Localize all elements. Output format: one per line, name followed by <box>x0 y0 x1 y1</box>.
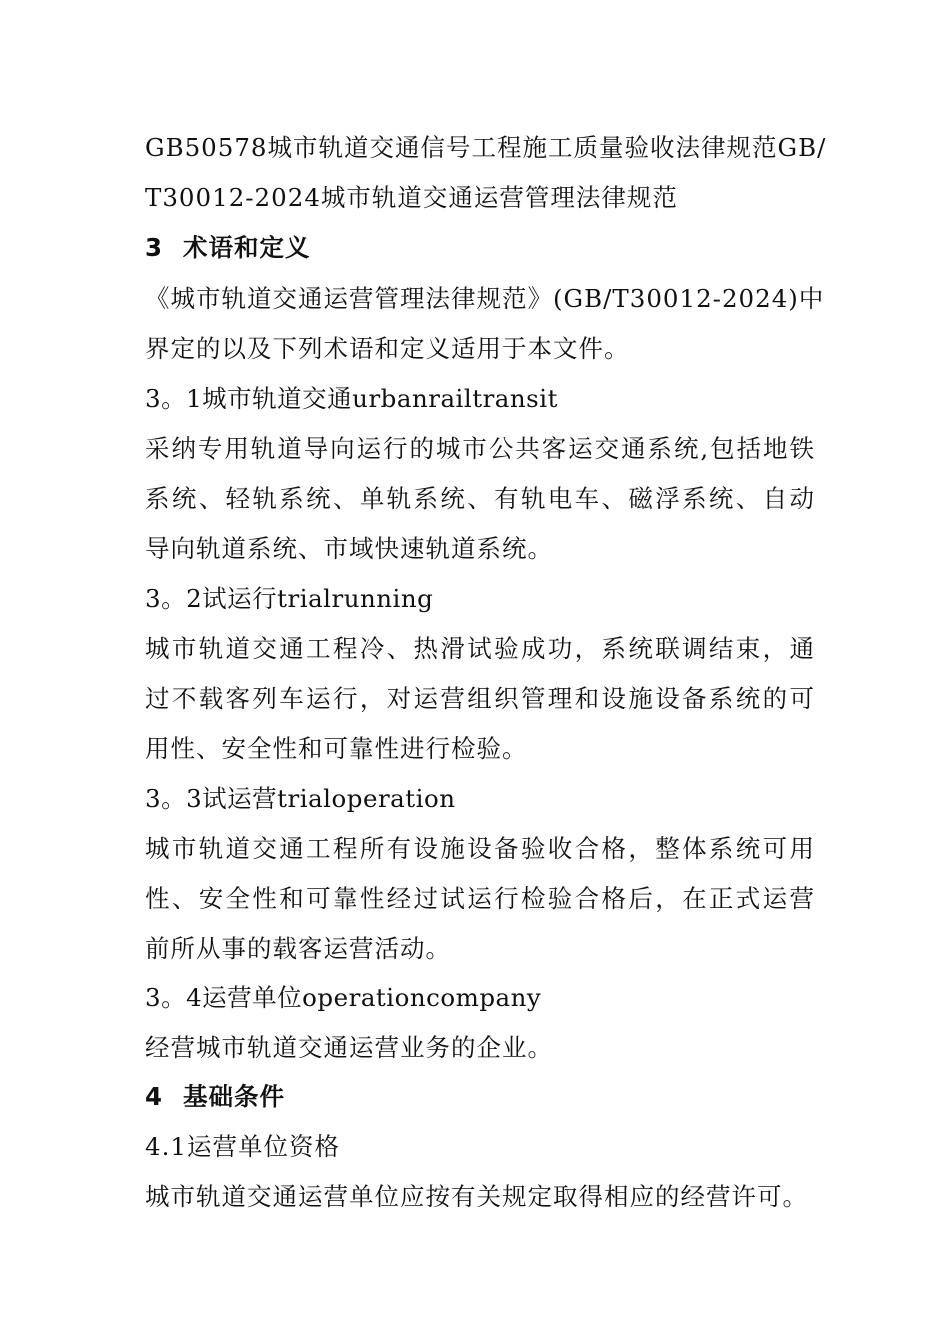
term-3-4-def-line-1: 经营城市轨道交通运营业务的企业。 <box>145 1033 553 1062</box>
term-3-4-heading: 3。4运营单位operationcompany <box>145 983 542 1012</box>
intro-line-2: 界定的以及下列术语和定义适用于本文件。 <box>145 334 630 363</box>
term-3-2-def-line-2: 过不载客列车运行，对运营组织管理和设施设备系统的可 <box>145 684 815 713</box>
term-3-3-def-line-2: 性、安全性和可靠性经过试运行检验合格后，在正式运营 <box>145 884 815 913</box>
section-4-number: 4 <box>145 1082 164 1111</box>
section-4-title: 基础条件 <box>183 1082 285 1111</box>
term-3-2-heading: 3。2试运行trialrunning <box>145 584 434 613</box>
section-3-heading <box>145 231 815 265</box>
section-4-heading <box>145 1080 815 1114</box>
reference-line-2: T30012-2024城市轨道交通运营管理法律规范 <box>145 183 678 212</box>
term-3-1-def-line-1: 采纳专用轨道导向运行的城市公共客运交通系统,包括地铁 <box>145 434 815 463</box>
term-3-1-def-line-2: 系统、轻轨系统、单轨系统、有轨电车、磁浮系统、自动 <box>145 484 815 513</box>
section-3-title: 术语和定义 <box>183 233 311 262</box>
section-3-number: 3 <box>145 233 164 262</box>
subsection-4-1-heading: 4.1运营单位资格 <box>145 1132 340 1161</box>
subsection-4-1-body: 城市轨道交通运营单位应按有关规定取得相应的经营许可。 <box>145 1182 808 1211</box>
term-3-3-heading: 3。3试运营trialoperation <box>145 784 456 813</box>
term-3-2-def-line-1: 城市轨道交通工程冷、热滑试验成功，系统联调结束，通 <box>145 634 815 663</box>
term-3-3-def-line-3: 前所从事的载客运营活动。 <box>145 934 451 963</box>
term-3-2-def-line-3: 用性、安全性和可靠性进行检验。 <box>145 734 528 763</box>
reference-line-1: GB50578城市轨道交通信号工程施工质量验收法律规范GB/ <box>145 133 827 162</box>
intro-line-1: 《城市轨道交通运营管理法律规范》(GB/T30012-2024)中 <box>145 284 825 313</box>
term-3-1-def-line-3: 导向轨道系统、市域快速轨道系统。 <box>145 534 553 563</box>
term-3-1-heading: 3。1城市轨道交通urbanrailtransit <box>145 384 558 413</box>
term-3-3-def-line-1: 城市轨道交通工程所有设施设备验收合格，整体系统可用 <box>145 834 815 863</box>
